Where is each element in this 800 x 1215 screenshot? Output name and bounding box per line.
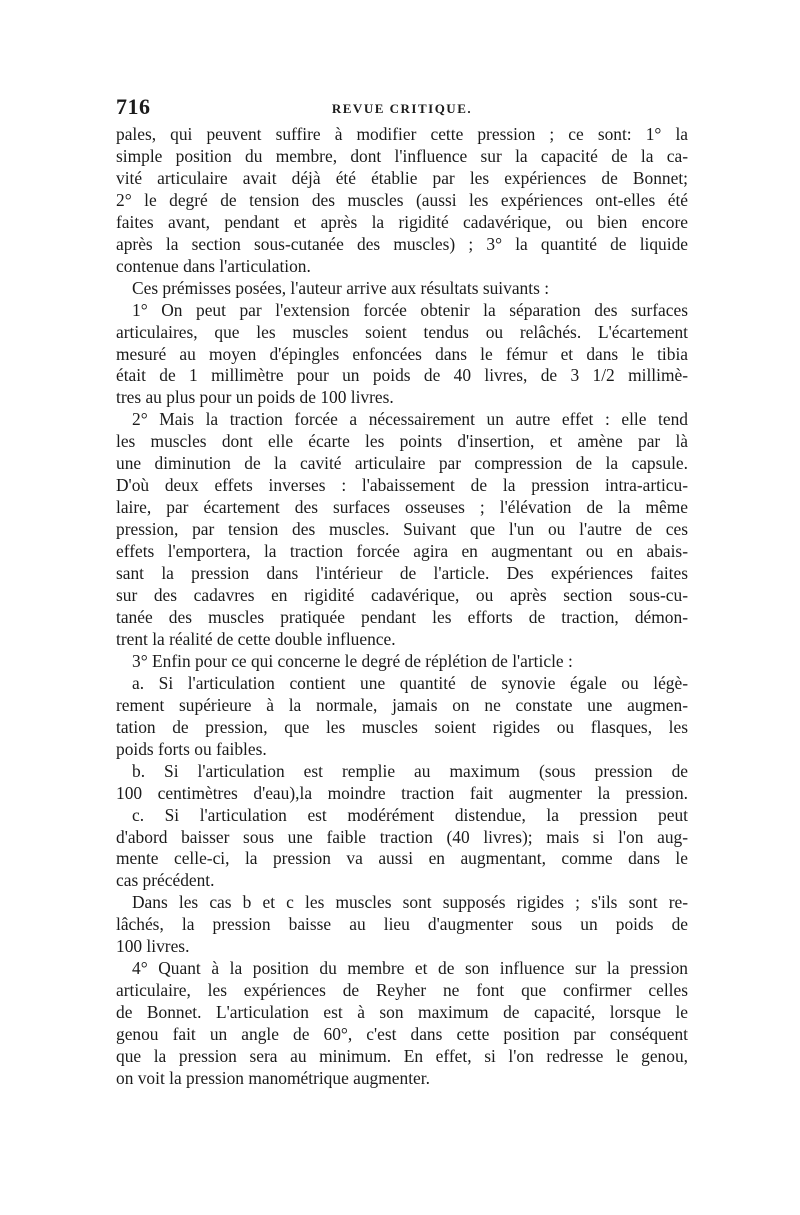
text-line: de Bonnet. L'articulation est à son maximum de capacité, lorsque le — [116, 1002, 688, 1023]
text-line: Dans les cas b et c les muscles sont supposés rigides ; s'ils sont re- — [132, 892, 688, 913]
text-line: d'abord baisser sous une faible traction (40 livres); mais si l'on aug- — [116, 826, 688, 847]
text-line: effets l'emportera, la traction forcée agira en augmentant ou en abais- — [116, 541, 688, 562]
text-line: pales, qui peuvent suffire à modifier cette pression ; ce sont: 1° la — [116, 124, 688, 144]
text-line: mente celle-ci, la pression va aussi en augmentant, comme dans le — [116, 848, 688, 869]
text-line: articulaires, que les muscles soient tendus ou relâchés. L'écartement — [116, 321, 688, 342]
text-line: vité articulaire avait déjà été établie par les expériences de Bonnet; — [116, 167, 688, 188]
text-line: sant la pression dans l'intérieur de l'article. Des expériences faites — [116, 563, 688, 584]
running-head: REVUE CRITIQUE. — [331, 101, 473, 116]
text-line: articulaire, les expériences de Reyher ne font que confirmer celles — [116, 980, 688, 1001]
text-line: tation de pression, que les muscles soient rigides ou flasques, les — [116, 716, 688, 737]
text-line: que la pression sera au minimum. En effet, si l'on redresse le genou, — [116, 1046, 688, 1067]
text-line: rement supérieure à la normale, jamais on ne constate une augmen- — [116, 694, 688, 715]
text-line: tanée des muscles pratiquée pendant les efforts de traction, démon- — [116, 606, 688, 627]
page — [116, 94, 688, 1090]
text-line: 4° Quant à la position du membre et de son influence sur la pression — [132, 958, 688, 979]
text-line: D'où deux effets inverses : l'abaissement de la pression intra-articu- — [116, 475, 688, 496]
text-line: laire, par écartement des surfaces osseuses ; l'élévation de la même — [116, 497, 688, 518]
text-line: après la section sous-cutanée des muscles) ; 3° la quantité de liquide — [116, 233, 688, 254]
text-line: genou fait un angle de 60°, c'est dans cette position par conséquent — [116, 1024, 688, 1045]
text-line: a. Si l'articulation contient une quantité de synovie égale ou légè- — [132, 672, 688, 693]
text-line: Ces prémisses posées, l'auteur arrive aux résultats suivants : — [132, 277, 550, 298]
body-text — [116, 124, 688, 1090]
text-line: était de 1 millimètre pour un poids de 40 livres, de 3 1/2 millimè- — [116, 365, 688, 386]
text-line: 2° Mais la traction forcée a nécessairement un autre effet : elle tend — [132, 409, 688, 430]
text-line: faites avant, pendant et après la rigidité cadavérique, ou bien encore — [116, 211, 688, 232]
text-line: poids forts ou faibles. — [116, 738, 267, 759]
text-line: une diminution de la cavité articulaire par compression de la capsule. — [116, 453, 688, 474]
text-line: cas précédent. — [116, 870, 215, 891]
text-line: sur des cadavres en rigidité cadavérique, ou après section sous-cu- — [116, 585, 688, 606]
text-line: trent la réalité de cette double influence. — [116, 628, 396, 649]
text-line: 3° Enfin pour ce qui concerne le degré de réplétion de l'article : — [132, 650, 573, 671]
text-line: 2° le degré de tension des muscles (aussi les expériences ont-elles été — [116, 189, 688, 210]
page-header — [116, 94, 688, 124]
text-line: lâchés, la pression baisse au lieu d'augmenter sous un poids de — [116, 914, 688, 935]
text-line: 100 centimètres d'eau),la moindre traction fait augmenter la pression. — [116, 782, 688, 803]
text-line: les muscles dont elle écarte les points d'insertion, et amène par là — [116, 431, 688, 452]
text-line: c. Si l'articulation est modérément distendue, la pression peut — [132, 804, 688, 825]
text-line: tres au plus pour un poids de 100 livres. — [116, 387, 394, 408]
text-line: contenue dans l'articulation. — [116, 255, 311, 276]
text-line: simple position du membre, dont l'influence sur la capacité de la ca- — [116, 145, 688, 166]
text-line: on voit la pression manométrique augmenter. — [116, 1067, 430, 1088]
text-line: 1° On peut par l'extension forcée obtenir la séparation des surfaces — [132, 299, 688, 320]
text-line: 100 livres. — [116, 936, 190, 957]
text-line: b. Si l'articulation est remplie au maximum (sous pression de — [132, 760, 688, 781]
text-line: mesuré au moyen d'épingles enfoncées dans le fémur et dans le tibia — [116, 343, 688, 364]
text-line: pression, par tension des muscles. Suivant que l'un ou l'autre de ces — [116, 519, 688, 540]
page-number: 716 — [116, 94, 151, 119]
